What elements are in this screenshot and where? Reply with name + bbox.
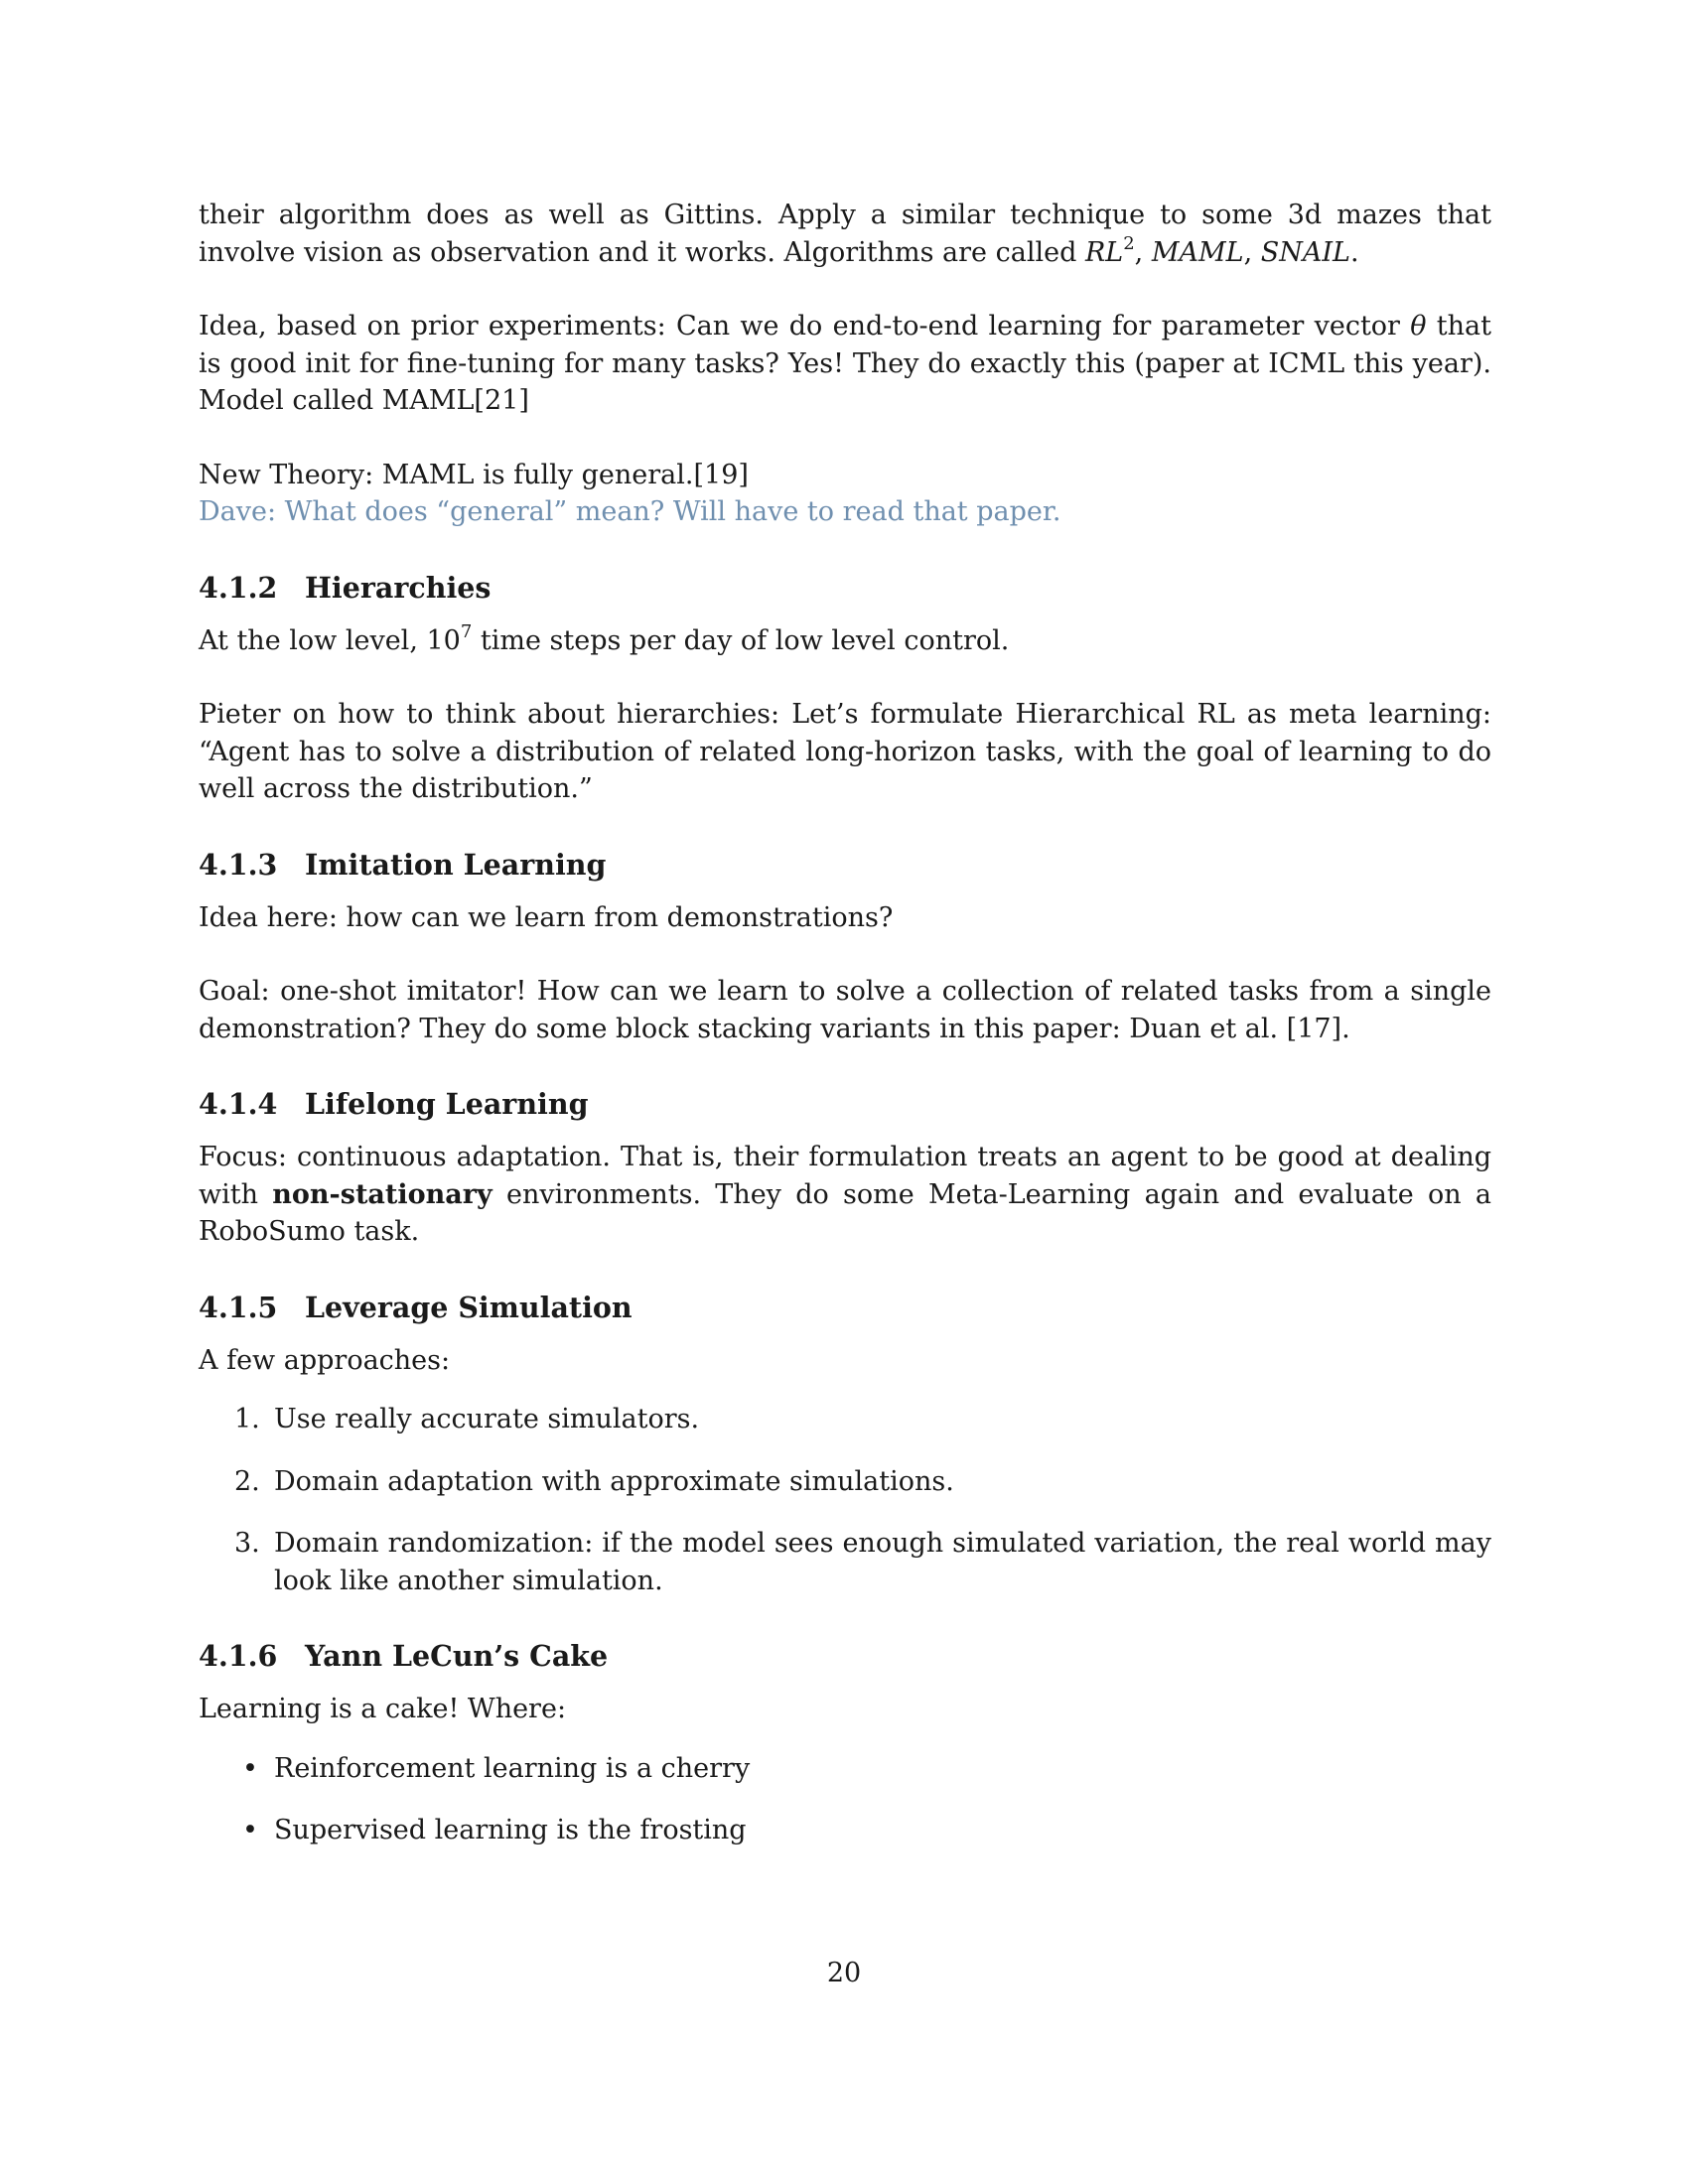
paragraph-hierarchies-pieter: Pieter on how to think about hierarchies: Let’s formulate Hierarchical RL as meta learning: “Agent has to solve a distribution of related long-horizon tasks, with the goal of learning to do well across the distribution.”: [199, 699, 1491, 804]
idea-text-start: Idea, based on prior experiments: Can we do end-to-end learning for parameter vector: [199, 311, 1411, 341]
section-heading-leverage-simulation: [199, 1289, 1491, 1326]
paragraph-approaches: A few approaches:: [199, 1344, 451, 1376]
period: .: [1349, 236, 1359, 268]
list-item: [199, 1463, 1491, 1501]
page-content: [199, 197, 1491, 1874]
math-theta: θ: [1410, 311, 1427, 341]
section-heading-imitation-learning: [199, 846, 1491, 884]
text: time steps per day of low level control.: [472, 624, 1010, 656]
section-heading-hierarchies: [199, 569, 1491, 607]
idea-text-end: that is good init for fine-tuning for many tasks? Yes! They do exactly this (paper at ICML this year). Model called MAML[21]: [199, 311, 1491, 416]
approaches-list: [199, 1401, 1491, 1599]
math-snail: SNAIL: [1260, 236, 1350, 268]
math-rl: RL: [1084, 236, 1124, 268]
section-title: Hierarchies: [305, 570, 492, 605]
separator: ,: [1134, 236, 1152, 268]
list-item: [199, 1525, 1491, 1599]
list-item-text: Supervised learning is the frosting: [274, 1815, 747, 1845]
section-heading-lecun-cake: [199, 1637, 1491, 1675]
list-item-text: Domain randomization: if the model sees enough simulated variation, the real world may look like another simulation.: [274, 1528, 1491, 1596]
paragraph-theory: New Theory: MAML is fully general.[19]: [199, 459, 749, 490]
text: At the low level, 10: [199, 624, 461, 656]
paragraph-idea: [199, 308, 1491, 420]
section-number: 4.1.6: [199, 1639, 278, 1673]
section-number: 4.1.5: [199, 1290, 278, 1324]
section-heading-lifelong-learning: [199, 1085, 1491, 1123]
section-number: 4.1.4: [199, 1087, 278, 1121]
section-number: 4.1.3: [199, 847, 278, 882]
exponent: 7: [460, 620, 473, 642]
text: environments. They do some Meta-Learning again and evaluate on a RoboSumo task.: [199, 1178, 1491, 1247]
section-title: Yann LeCun’s Cake: [305, 1639, 609, 1673]
bullet-icon: •: [242, 1752, 258, 1784]
section-title: Lifelong Learning: [305, 1087, 589, 1121]
paragraph-imitation-idea: Idea here: how can we learn from demonstrations?: [199, 901, 894, 933]
separator: ,: [1243, 236, 1261, 268]
list-marker: 2.: [234, 1465, 260, 1497]
page-number: 20: [826, 1958, 862, 1988]
paragraph-cake: Learning is a cake! Where:: [199, 1694, 567, 1724]
section-number: 4.1.2: [199, 570, 278, 605]
paragraph-imitation-goal: Goal: one-shot imitator! How can we learn to solve a collection of related tasks from a single demonstration? They do some block stacking variants in this paper: Duan et al. [17].: [199, 976, 1491, 1044]
text: Focus: continuous adaptation. That is, their formulation treats an agent to be good at dealing with: [199, 1142, 1491, 1210]
paragraph-intro: [199, 197, 1491, 271]
math-maml: MAML: [1151, 236, 1244, 268]
list-item: [199, 1812, 1491, 1849]
cake-list: [199, 1750, 1491, 1849]
list-marker: 3.: [234, 1528, 260, 1559]
dave-comment: Dave: What does “general” mean? Will have to read that paper.: [199, 496, 1061, 527]
list-item-text: Domain adaptation with approximate simulations.: [274, 1465, 954, 1497]
list-item: [199, 1750, 1491, 1788]
section-title: Leverage Simulation: [305, 1290, 633, 1324]
bold-term: non-stationary: [272, 1178, 492, 1210]
list-item-text: Use really accurate simulators.: [274, 1404, 700, 1434]
list-marker: 1.: [234, 1404, 260, 1434]
list-item: [199, 1401, 1491, 1438]
bullet-icon: •: [242, 1815, 258, 1845]
intro-text: their algorithm does as well as Gittins. Apply a similar technique to some 3d mazes that involve vision as observation and it works. Algorithms are called: [199, 200, 1491, 268]
section-title: Imitation Learning: [305, 847, 607, 882]
paragraph-hierarchies-low-level: [199, 622, 1491, 660]
math-rl-superscript: 2: [1123, 232, 1135, 254]
paragraph-lifelong-focus: [199, 1139, 1491, 1251]
list-item-text: Reinforcement learning is a cherry: [274, 1752, 751, 1784]
